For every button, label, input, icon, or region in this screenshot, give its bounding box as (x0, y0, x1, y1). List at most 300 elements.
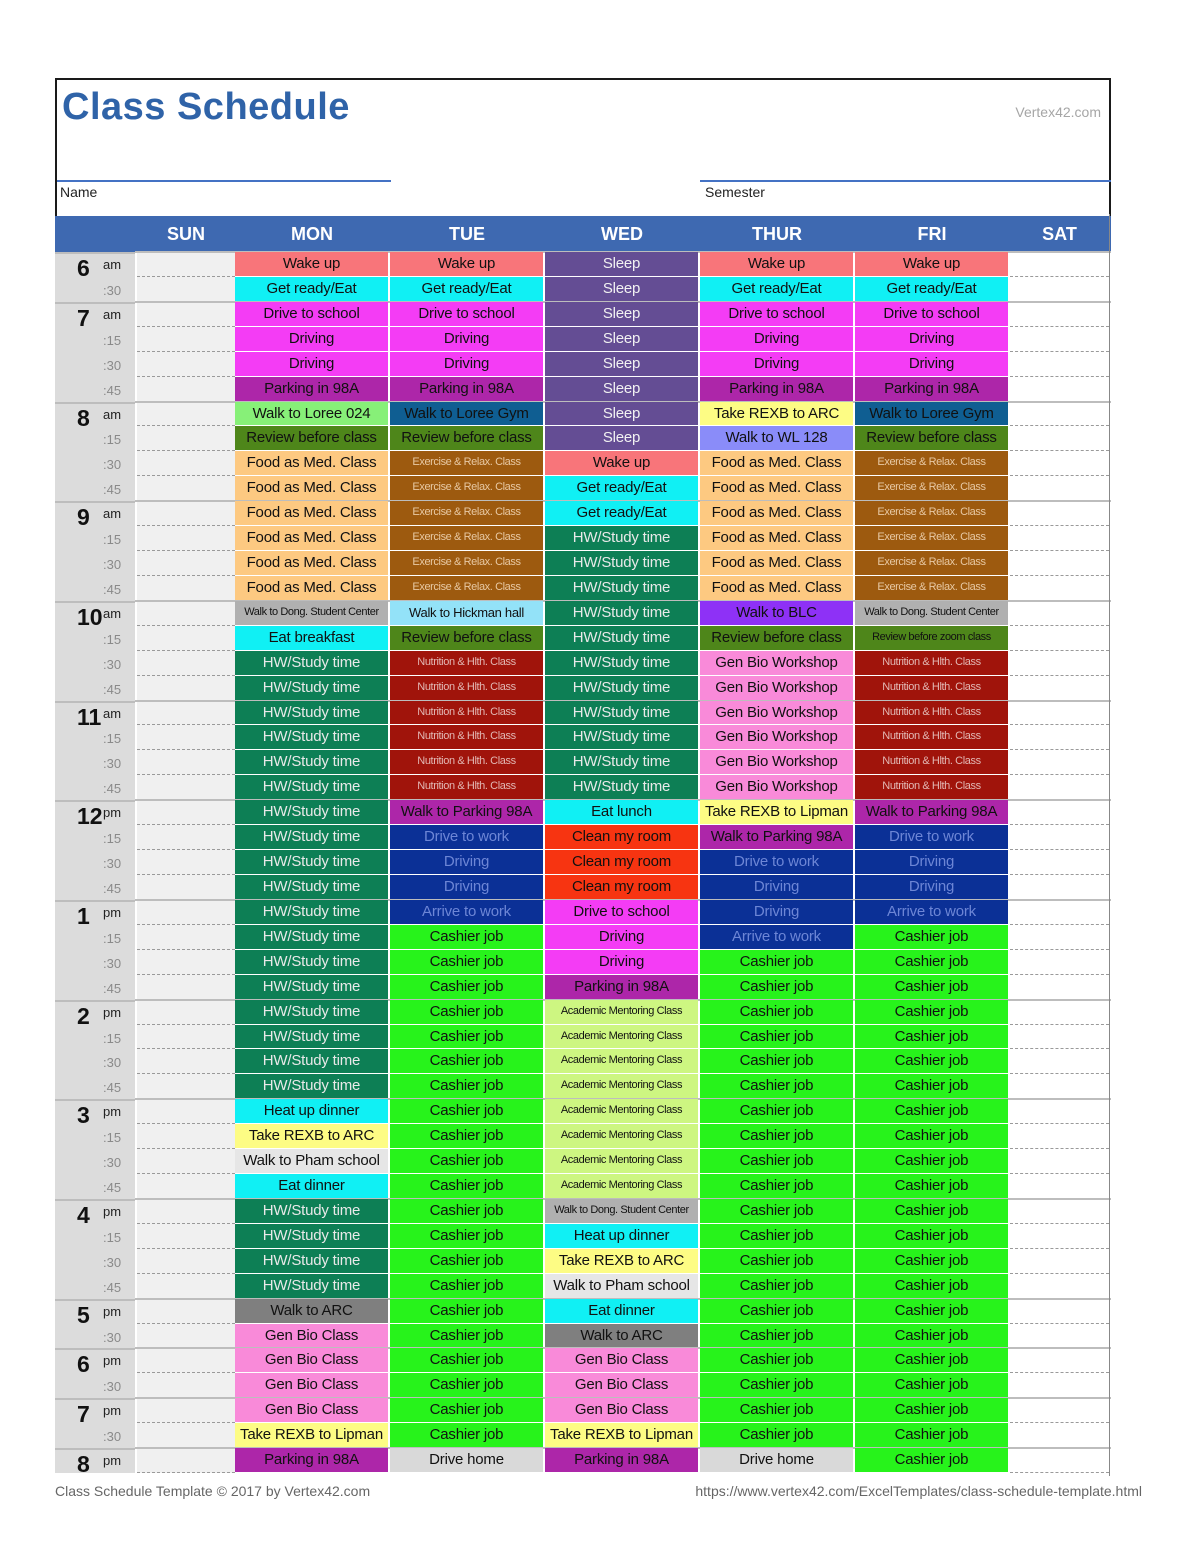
schedule-cell-tue[interactable]: Cashier job (390, 1099, 543, 1123)
schedule-cell-thur[interactable]: Cashier job (700, 1074, 853, 1098)
schedule-cell-wed[interactable]: Gen Bio Class (545, 1398, 698, 1422)
empty-slot[interactable] (137, 775, 235, 800)
schedule-cell-fri[interactable]: Cashier job (855, 1149, 1008, 1173)
schedule-cell-fri[interactable]: Cashier job (855, 1324, 1008, 1348)
schedule-cell-thur[interactable]: Cashier job (700, 975, 853, 999)
schedule-cell-wed[interactable]: HW/Study time (545, 651, 698, 675)
empty-slot[interactable] (137, 526, 235, 551)
schedule-cell-thur[interactable]: Cashier job (700, 1000, 853, 1024)
empty-slot[interactable] (1010, 1373, 1109, 1398)
schedule-cell-mon[interactable]: HW/Study time (235, 775, 388, 799)
name-field-line[interactable] (57, 180, 391, 182)
schedule-cell-thur[interactable]: Gen Bio Workshop (700, 775, 853, 799)
schedule-cell-mon[interactable]: Food as Med. Class (235, 476, 388, 500)
empty-slot[interactable] (137, 1299, 235, 1324)
schedule-cell-wed[interactable]: Academic Mentoring Class (545, 1049, 698, 1073)
empty-slot[interactable] (137, 1348, 235, 1373)
schedule-cell-fri[interactable]: Cashier job (855, 1000, 1008, 1024)
schedule-cell-tue[interactable]: Driving (390, 875, 543, 899)
schedule-cell-fri[interactable]: Cashier job (855, 1249, 1008, 1273)
empty-slot[interactable] (137, 975, 235, 1000)
schedule-cell-thur[interactable]: Take REXB to Lipman (700, 800, 853, 824)
schedule-cell-mon[interactable]: HW/Study time (235, 1249, 388, 1273)
schedule-cell-wed[interactable]: Take REXB to Lipman (545, 1423, 698, 1447)
schedule-cell-thur[interactable]: Food as Med. Class (700, 476, 853, 500)
schedule-cell-wed[interactable]: HW/Study time (545, 750, 698, 774)
empty-slot[interactable] (137, 476, 235, 501)
schedule-cell-wed[interactable]: Walk to Dong. Student Center (545, 1199, 698, 1223)
schedule-cell-wed[interactable]: Academic Mentoring Class (545, 1124, 698, 1148)
schedule-cell-mon[interactable]: Take REXB to ARC (235, 1124, 388, 1148)
empty-slot[interactable] (137, 352, 235, 377)
schedule-cell-thur[interactable]: Cashier job (700, 1174, 853, 1198)
schedule-cell-thur[interactable]: Cashier job (700, 1149, 853, 1173)
schedule-cell-wed[interactable]: Academic Mentoring Class (545, 1174, 698, 1198)
empty-slot[interactable] (137, 277, 235, 302)
schedule-cell-mon[interactable]: Parking in 98A (235, 377, 388, 401)
schedule-cell-mon[interactable]: Wake up (235, 252, 388, 276)
schedule-cell-wed[interactable]: HW/Study time (545, 551, 698, 575)
schedule-cell-wed[interactable]: Clean my room (545, 825, 698, 849)
schedule-cell-fri[interactable]: Cashier job (855, 1025, 1008, 1049)
schedule-cell-fri[interactable]: Walk to Loree Gym (855, 402, 1008, 426)
empty-slot[interactable] (1010, 1000, 1109, 1025)
schedule-cell-fri[interactable]: Cashier job (855, 1174, 1008, 1198)
schedule-cell-fri[interactable]: Nutrition & Hlth. Class (855, 676, 1008, 700)
empty-slot[interactable] (137, 850, 235, 875)
schedule-cell-thur[interactable]: Cashier job (700, 1249, 853, 1273)
schedule-cell-tue[interactable]: Cashier job (390, 1074, 543, 1098)
empty-slot[interactable] (1010, 701, 1109, 726)
empty-slot[interactable] (1010, 451, 1109, 476)
schedule-cell-wed[interactable]: HW/Study time (545, 526, 698, 550)
schedule-cell-fri[interactable]: Cashier job (855, 950, 1008, 974)
empty-slot[interactable] (137, 252, 235, 277)
schedule-cell-mon[interactable]: Walk to Loree 024 (235, 402, 388, 426)
empty-slot[interactable] (1010, 252, 1109, 277)
schedule-cell-tue[interactable]: Drive to school (390, 302, 543, 326)
schedule-cell-tue[interactable]: Cashier job (390, 1249, 543, 1273)
schedule-cell-wed[interactable]: Walk to ARC (545, 1324, 698, 1348)
schedule-cell-thur[interactable]: Drive to work (700, 850, 853, 874)
schedule-cell-thur[interactable]: Cashier job (700, 1373, 853, 1397)
schedule-cell-mon[interactable]: HW/Study time (235, 1025, 388, 1049)
schedule-cell-wed[interactable]: Parking in 98A (545, 975, 698, 999)
empty-slot[interactable] (137, 676, 235, 701)
schedule-cell-thur[interactable]: Drive to school (700, 302, 853, 326)
schedule-cell-tue[interactable]: Walk to Loree Gym (390, 402, 543, 426)
schedule-cell-tue[interactable]: Wake up (390, 252, 543, 276)
schedule-cell-wed[interactable]: Eat lunch (545, 800, 698, 824)
schedule-cell-wed[interactable]: HW/Study time (545, 725, 698, 749)
schedule-cell-fri[interactable]: Driving (855, 327, 1008, 351)
schedule-cell-wed[interactable]: Heat up dinner (545, 1224, 698, 1248)
empty-slot[interactable] (1010, 1199, 1109, 1224)
schedule-cell-tue[interactable]: Cashier job (390, 1398, 543, 1422)
schedule-cell-thur[interactable]: Driving (700, 875, 853, 899)
schedule-cell-mon[interactable]: HW/Study time (235, 725, 388, 749)
schedule-cell-wed[interactable]: Sleep (545, 377, 698, 401)
empty-slot[interactable] (1010, 1448, 1109, 1473)
schedule-cell-wed[interactable]: Drive to school (545, 900, 698, 924)
empty-slot[interactable] (137, 1049, 235, 1074)
schedule-cell-wed[interactable]: HW/Study time (545, 576, 698, 600)
schedule-cell-mon[interactable]: Walk to Dong. Student Center (235, 601, 388, 625)
empty-slot[interactable] (137, 701, 235, 726)
footer-url[interactable]: https://www.vertex42.com/ExcelTemplates/class-schedule-template.html (695, 1483, 1142, 1499)
schedule-cell-mon[interactable]: HW/Study time (235, 1049, 388, 1073)
schedule-cell-thur[interactable]: Cashier job (700, 1224, 853, 1248)
schedule-cell-tue[interactable]: Exercise & Relax. Class (390, 501, 543, 525)
empty-slot[interactable] (1010, 950, 1109, 975)
schedule-cell-tue[interactable]: Cashier job (390, 975, 543, 999)
schedule-cell-thur[interactable]: Get ready/Eat (700, 277, 853, 301)
schedule-cell-tue[interactable]: Cashier job (390, 1149, 543, 1173)
empty-slot[interactable] (137, 800, 235, 825)
schedule-cell-mon[interactable]: HW/Study time (235, 1224, 388, 1248)
schedule-cell-fri[interactable]: Cashier job (855, 975, 1008, 999)
empty-slot[interactable] (137, 426, 235, 451)
empty-slot[interactable] (137, 1398, 235, 1423)
empty-slot[interactable] (137, 402, 235, 427)
schedule-cell-fri[interactable]: Review before zoom class (855, 626, 1008, 650)
schedule-cell-mon[interactable]: Eat breakfast (235, 626, 388, 650)
schedule-cell-mon[interactable]: Gen Bio Class (235, 1348, 388, 1372)
schedule-cell-wed[interactable]: Parking in 98A (545, 1448, 698, 1472)
empty-slot[interactable] (137, 626, 235, 651)
schedule-cell-thur[interactable]: Parking in 98A (700, 377, 853, 401)
schedule-cell-thur[interactable]: Gen Bio Workshop (700, 701, 853, 725)
schedule-cell-fri[interactable]: Cashier job (855, 1448, 1008, 1472)
schedule-cell-mon[interactable]: Driving (235, 327, 388, 351)
schedule-cell-tue[interactable]: Cashier job (390, 1324, 543, 1348)
schedule-cell-thur[interactable]: Review before class (700, 626, 853, 650)
schedule-cell-fri[interactable]: Exercise & Relax. Class (855, 576, 1008, 600)
schedule-cell-mon[interactable]: HW/Study time (235, 701, 388, 725)
empty-slot[interactable] (1010, 825, 1109, 850)
schedule-cell-thur[interactable]: Cashier job (700, 1398, 853, 1422)
empty-slot[interactable] (1010, 800, 1109, 825)
schedule-cell-wed[interactable]: Academic Mentoring Class (545, 1099, 698, 1123)
schedule-cell-thur[interactable]: Drive home (700, 1448, 853, 1472)
empty-slot[interactable] (137, 1274, 235, 1299)
empty-slot[interactable] (137, 1000, 235, 1025)
schedule-cell-fri[interactable]: Cashier job (855, 1373, 1008, 1397)
empty-slot[interactable] (1010, 277, 1109, 302)
schedule-cell-fri[interactable]: Drive to school (855, 302, 1008, 326)
empty-slot[interactable] (137, 925, 235, 950)
empty-slot[interactable] (137, 501, 235, 526)
schedule-cell-fri[interactable]: Nutrition & Hlth. Class (855, 701, 1008, 725)
schedule-cell-mon[interactable]: HW/Study time (235, 900, 388, 924)
schedule-cell-mon[interactable]: HW/Study time (235, 1274, 388, 1298)
schedule-cell-tue[interactable]: Cashier job (390, 1000, 543, 1024)
schedule-cell-fri[interactable]: Wake up (855, 252, 1008, 276)
empty-slot[interactable] (1010, 1174, 1109, 1199)
schedule-cell-wed[interactable]: Get ready/Eat (545, 501, 698, 525)
schedule-cell-thur[interactable]: Cashier job (700, 1199, 853, 1223)
schedule-cell-fri[interactable]: Cashier job (855, 1074, 1008, 1098)
schedule-cell-fri[interactable]: Exercise & Relax. Class (855, 551, 1008, 575)
schedule-cell-tue[interactable]: Nutrition & Hlth. Class (390, 651, 543, 675)
schedule-cell-fri[interactable]: Cashier job (855, 1199, 1008, 1223)
empty-slot[interactable] (137, 1149, 235, 1174)
empty-slot[interactable] (137, 302, 235, 327)
schedule-cell-tue[interactable]: Get ready/Eat (390, 277, 543, 301)
schedule-cell-mon[interactable]: Food as Med. Class (235, 551, 388, 575)
schedule-cell-fri[interactable]: Cashier job (855, 1224, 1008, 1248)
schedule-cell-mon[interactable]: Parking in 98A (235, 1448, 388, 1472)
empty-slot[interactable] (137, 651, 235, 676)
schedule-cell-fri[interactable]: Driving (855, 850, 1008, 874)
schedule-cell-mon[interactable]: Gen Bio Class (235, 1373, 388, 1397)
schedule-cell-fri[interactable]: Exercise & Relax. Class (855, 526, 1008, 550)
schedule-cell-fri[interactable]: Cashier job (855, 1423, 1008, 1447)
schedule-cell-thur[interactable]: Wake up (700, 252, 853, 276)
empty-slot[interactable] (1010, 925, 1109, 950)
schedule-cell-tue[interactable]: Arrive to work (390, 900, 543, 924)
schedule-cell-mon[interactable]: Driving (235, 352, 388, 376)
schedule-cell-wed[interactable]: HW/Study time (545, 775, 698, 799)
empty-slot[interactable] (1010, 1348, 1109, 1373)
schedule-cell-tue[interactable]: Cashier job (390, 1299, 543, 1323)
schedule-cell-tue[interactable]: Cashier job (390, 1224, 543, 1248)
empty-slot[interactable] (1010, 1025, 1109, 1050)
schedule-cell-fri[interactable]: Walk to Parking 98A (855, 800, 1008, 824)
schedule-cell-wed[interactable]: HW/Study time (545, 676, 698, 700)
empty-slot[interactable] (137, 1074, 235, 1099)
schedule-cell-thur[interactable]: Cashier job (700, 1348, 853, 1372)
empty-slot[interactable] (137, 1448, 235, 1473)
empty-slot[interactable] (1010, 1398, 1109, 1423)
schedule-cell-tue[interactable]: Exercise & Relax. Class (390, 576, 543, 600)
schedule-cell-wed[interactable]: Gen Bio Class (545, 1373, 698, 1397)
schedule-cell-thur[interactable]: Gen Bio Workshop (700, 676, 853, 700)
empty-slot[interactable] (1010, 875, 1109, 900)
schedule-cell-mon[interactable]: HW/Study time (235, 1000, 388, 1024)
schedule-cell-tue[interactable]: Cashier job (390, 950, 543, 974)
schedule-cell-thur[interactable]: Driving (700, 352, 853, 376)
empty-slot[interactable] (1010, 402, 1109, 427)
schedule-cell-thur[interactable]: Cashier job (700, 1099, 853, 1123)
schedule-cell-fri[interactable]: Exercise & Relax. Class (855, 501, 1008, 525)
schedule-cell-tue[interactable]: Exercise & Relax. Class (390, 551, 543, 575)
empty-slot[interactable] (1010, 576, 1109, 601)
schedule-cell-fri[interactable]: Nutrition & Hlth. Class (855, 725, 1008, 749)
schedule-cell-fri[interactable]: Nutrition & Hlth. Class (855, 775, 1008, 799)
schedule-cell-tue[interactable]: Drive to work (390, 825, 543, 849)
schedule-cell-thur[interactable]: Cashier job (700, 1324, 853, 1348)
schedule-cell-wed[interactable]: Academic Mentoring Class (545, 1025, 698, 1049)
empty-slot[interactable] (137, 551, 235, 576)
empty-slot[interactable] (1010, 626, 1109, 651)
schedule-cell-fri[interactable]: Cashier job (855, 1348, 1008, 1372)
empty-slot[interactable] (137, 377, 235, 402)
schedule-cell-tue[interactable]: Review before class (390, 626, 543, 650)
schedule-cell-tue[interactable]: Driving (390, 327, 543, 351)
empty-slot[interactable] (1010, 775, 1109, 800)
schedule-cell-mon[interactable]: Walk to Pham school (235, 1149, 388, 1173)
schedule-cell-thur[interactable]: Gen Bio Workshop (700, 651, 853, 675)
schedule-cell-fri[interactable]: Arrive to work (855, 900, 1008, 924)
schedule-cell-mon[interactable]: HW/Study time (235, 825, 388, 849)
schedule-cell-tue[interactable]: Driving (390, 352, 543, 376)
schedule-cell-thur[interactable]: Cashier job (700, 1049, 853, 1073)
schedule-cell-thur[interactable]: Food as Med. Class (700, 526, 853, 550)
schedule-cell-tue[interactable]: Nutrition & Hlth. Class (390, 750, 543, 774)
schedule-cell-wed[interactable]: Sleep (545, 277, 698, 301)
schedule-cell-thur[interactable]: Cashier job (700, 1423, 853, 1447)
schedule-cell-tue[interactable]: Nutrition & Hlth. Class (390, 775, 543, 799)
empty-slot[interactable] (1010, 526, 1109, 551)
empty-slot[interactable] (1010, 725, 1109, 750)
schedule-cell-fri[interactable]: Cashier job (855, 1099, 1008, 1123)
schedule-cell-fri[interactable]: Exercise & Relax. Class (855, 476, 1008, 500)
schedule-cell-mon[interactable]: Food as Med. Class (235, 576, 388, 600)
empty-slot[interactable] (1010, 975, 1109, 1000)
schedule-cell-thur[interactable]: Cashier job (700, 950, 853, 974)
schedule-cell-mon[interactable]: HW/Study time (235, 750, 388, 774)
schedule-cell-fri[interactable]: Cashier job (855, 1274, 1008, 1298)
empty-slot[interactable] (1010, 651, 1109, 676)
empty-slot[interactable] (1010, 900, 1109, 925)
schedule-cell-wed[interactable]: Academic Mentoring Class (545, 1149, 698, 1173)
schedule-cell-wed[interactable]: Sleep (545, 352, 698, 376)
schedule-cell-thur[interactable]: Walk to BLC (700, 601, 853, 625)
schedule-cell-tue[interactable]: Nutrition & Hlth. Class (390, 676, 543, 700)
empty-slot[interactable] (137, 825, 235, 850)
schedule-cell-mon[interactable]: Drive to school (235, 302, 388, 326)
schedule-cell-wed[interactable]: Walk to Pham school (545, 1274, 698, 1298)
empty-slot[interactable] (137, 1373, 235, 1398)
schedule-cell-tue[interactable]: Exercise & Relax. Class (390, 476, 543, 500)
schedule-cell-tue[interactable]: Cashier job (390, 1274, 543, 1298)
empty-slot[interactable] (1010, 352, 1109, 377)
empty-slot[interactable] (137, 1124, 235, 1149)
schedule-cell-tue[interactable]: Nutrition & Hlth. Class (390, 701, 543, 725)
schedule-cell-wed[interactable]: Sleep (545, 252, 698, 276)
schedule-cell-fri[interactable]: Driving (855, 352, 1008, 376)
empty-slot[interactable] (1010, 551, 1109, 576)
schedule-cell-thur[interactable]: Arrive to work (700, 925, 853, 949)
empty-slot[interactable] (1010, 1149, 1109, 1174)
empty-slot[interactable] (1010, 1249, 1109, 1274)
schedule-cell-fri[interactable]: Cashier job (855, 1049, 1008, 1073)
empty-slot[interactable] (1010, 327, 1109, 352)
schedule-cell-thur[interactable]: Cashier job (700, 1124, 853, 1148)
empty-slot[interactable] (1010, 601, 1109, 626)
empty-slot[interactable] (137, 601, 235, 626)
schedule-cell-tue[interactable]: Cashier job (390, 1049, 543, 1073)
schedule-cell-wed[interactable]: HW/Study time (545, 701, 698, 725)
schedule-cell-fri[interactable]: Cashier job (855, 1124, 1008, 1148)
schedule-cell-tue[interactable]: Cashier job (390, 1348, 543, 1372)
empty-slot[interactable] (137, 1324, 235, 1349)
schedule-cell-mon[interactable]: HW/Study time (235, 1199, 388, 1223)
empty-slot[interactable] (137, 1249, 235, 1274)
schedule-cell-mon[interactable]: Review before class (235, 426, 388, 450)
schedule-cell-mon[interactable]: HW/Study time (235, 800, 388, 824)
schedule-cell-wed[interactable]: HW/Study time (545, 626, 698, 650)
schedule-cell-wed[interactable]: Driving (545, 925, 698, 949)
schedule-cell-thur[interactable]: Gen Bio Workshop (700, 725, 853, 749)
schedule-cell-tue[interactable]: Drive home (390, 1448, 543, 1472)
schedule-cell-tue[interactable]: Parking in 98A (390, 377, 543, 401)
empty-slot[interactable] (1010, 1299, 1109, 1324)
schedule-cell-mon[interactable]: Take REXB to Lipman (235, 1423, 388, 1447)
schedule-cell-mon[interactable]: HW/Study time (235, 1074, 388, 1098)
schedule-cell-wed[interactable]: Academic Mentoring Class (545, 1000, 698, 1024)
schedule-cell-tue[interactable]: Cashier job (390, 1124, 543, 1148)
schedule-cell-thur[interactable]: Food as Med. Class (700, 501, 853, 525)
schedule-cell-fri[interactable]: Cashier job (855, 925, 1008, 949)
schedule-cell-tue[interactable]: Cashier job (390, 1373, 543, 1397)
schedule-cell-thur[interactable]: Driving (700, 900, 853, 924)
schedule-cell-thur[interactable]: Driving (700, 327, 853, 351)
schedule-cell-fri[interactable]: Cashier job (855, 1299, 1008, 1323)
empty-slot[interactable] (137, 1025, 235, 1050)
empty-slot[interactable] (137, 1174, 235, 1199)
empty-slot[interactable] (137, 1423, 235, 1448)
schedule-cell-wed[interactable]: Clean my room (545, 875, 698, 899)
schedule-cell-tue[interactable]: Cashier job (390, 1199, 543, 1223)
schedule-cell-fri[interactable]: Parking in 98A (855, 377, 1008, 401)
schedule-cell-mon[interactable]: HW/Study time (235, 975, 388, 999)
schedule-cell-fri[interactable]: Review before class (855, 426, 1008, 450)
schedule-cell-wed[interactable]: HW/Study time (545, 601, 698, 625)
schedule-cell-thur[interactable]: Gen Bio Workshop (700, 750, 853, 774)
schedule-cell-thur[interactable]: Walk to Parking 98A (700, 825, 853, 849)
schedule-cell-wed[interactable]: Sleep (545, 426, 698, 450)
schedule-cell-thur[interactable]: Food as Med. Class (700, 576, 853, 600)
schedule-cell-thur[interactable]: Walk to WL 128 (700, 426, 853, 450)
empty-slot[interactable] (1010, 1049, 1109, 1074)
empty-slot[interactable] (1010, 426, 1109, 451)
schedule-cell-mon[interactable]: HW/Study time (235, 850, 388, 874)
schedule-cell-mon[interactable]: Eat dinner (235, 1174, 388, 1198)
schedule-cell-mon[interactable]: HW/Study time (235, 651, 388, 675)
empty-slot[interactable] (137, 875, 235, 900)
empty-slot[interactable] (137, 750, 235, 775)
empty-slot[interactable] (137, 725, 235, 750)
schedule-cell-fri[interactable]: Driving (855, 875, 1008, 899)
empty-slot[interactable] (1010, 377, 1109, 402)
empty-slot[interactable] (1010, 676, 1109, 701)
schedule-cell-fri[interactable]: Cashier job (855, 1398, 1008, 1422)
schedule-cell-tue[interactable]: Review before class (390, 426, 543, 450)
schedule-cell-mon[interactable]: Gen Bio Class (235, 1324, 388, 1348)
schedule-cell-fri[interactable]: Nutrition & Hlth. Class (855, 750, 1008, 774)
empty-slot[interactable] (137, 1099, 235, 1124)
schedule-cell-wed[interactable]: Driving (545, 950, 698, 974)
schedule-cell-wed[interactable]: Gen Bio Class (545, 1348, 698, 1372)
schedule-cell-fri[interactable]: Nutrition & Hlth. Class (855, 651, 1008, 675)
schedule-cell-fri[interactable]: Drive to work (855, 825, 1008, 849)
schedule-cell-tue[interactable]: Nutrition & Hlth. Class (390, 725, 543, 749)
empty-slot[interactable] (1010, 1124, 1109, 1149)
schedule-cell-tue[interactable]: Cashier job (390, 925, 543, 949)
schedule-cell-mon[interactable]: Food as Med. Class (235, 501, 388, 525)
schedule-cell-thur[interactable]: Cashier job (700, 1274, 853, 1298)
empty-slot[interactable] (137, 1224, 235, 1249)
schedule-cell-tue[interactable]: Walk to Hickman hall (390, 601, 543, 625)
schedule-cell-tue[interactable]: Cashier job (390, 1423, 543, 1447)
schedule-cell-tue[interactable]: Exercise & Relax. Class (390, 451, 543, 475)
schedule-cell-fri[interactable]: Get ready/Eat (855, 277, 1008, 301)
schedule-cell-tue[interactable]: Exercise & Relax. Class (390, 526, 543, 550)
schedule-cell-mon[interactable]: Food as Med. Class (235, 451, 388, 475)
schedule-cell-wed[interactable]: Sleep (545, 327, 698, 351)
